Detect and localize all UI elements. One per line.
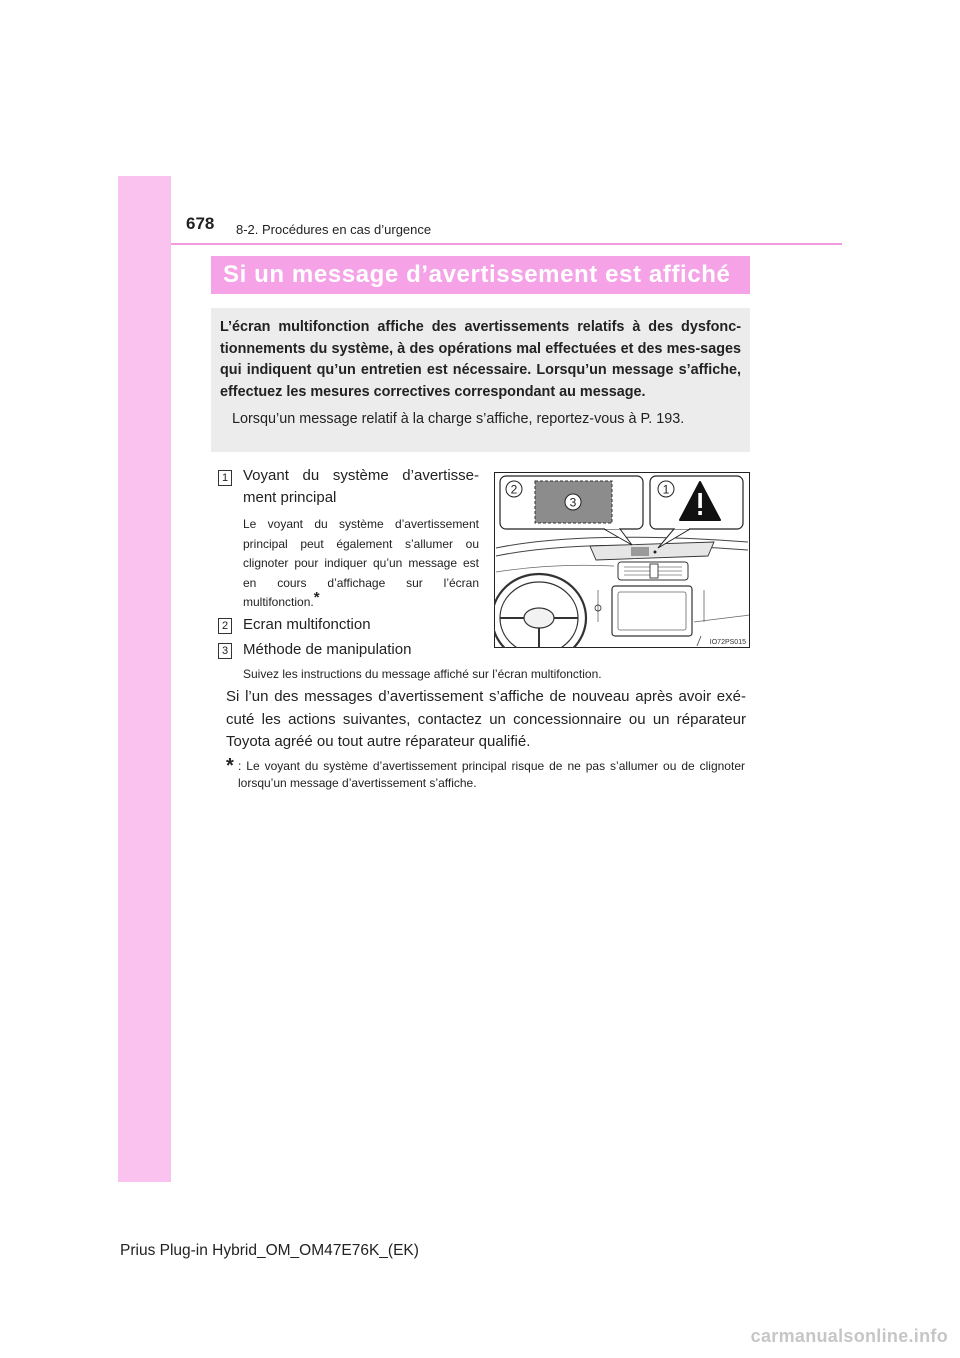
item-title-2: Ecran multifonction [243,616,371,633]
callout-1: 1 [662,482,670,497]
figure-code: IO72PS015 [709,639,746,646]
intro-box [211,308,750,452]
section-label: 8-2. Procédures en cas d’urgence [236,222,432,237]
callout-2: 2 [510,482,518,497]
item-title-3: Méthode de manipulation [243,641,412,658]
item-title-1-line1: Voyant du système d’avertisse- [243,467,479,484]
item-description-1-text: Le voyant du système d’avertissement principal peut également s’allumer ou clignoter pour indiquer qu’un message est en cours d’affichage sur l’écran multifonction. [243,517,479,609]
header-rule [171,243,842,245]
item-title-1 [243,465,479,509]
item-number-2: 2 [218,618,232,634]
intro-text: L’écran multifonction affiche des avertissements relatifs à des dysfonc-tionnements du système, à des opérations mal effectuées et des mes-sages qui indiquent qu’un entretien est nécessaire. Lorsqu’un message s’affiche, effectuez les mesures correctives correspondant au message. [220,319,741,400]
item-title-1-line2: ment principal [243,489,337,506]
watermark: carmanualsonline.info [750,1326,948,1346]
body-paragraph: Si l’un des messages d’avertissement s’affiche de nouveau après avoir exé-cuté les actions suivantes, contactez un concessionnaire ou un réparateur Toyota agréé ou tout autre réparateur qualifié. [226,688,746,750]
footnote-marker: * [313,589,320,606]
item-description-3: Suivez les instructions du message affiché sur l’écran multifonction. [243,667,602,681]
intro-note: Lorsqu’un message relatif à la charge s’affiche, reportez-vous à P. 193. [232,411,685,427]
item-number-1: 1 [218,470,232,486]
page-title: Si un message d’avertissement est affiché [211,256,750,294]
footer-label: Prius Plug-in Hybrid_OM_OM47E76K_(EK) [120,1242,419,1259]
footnote-text: : Le voyant du système d’avertissement principal risque de ne pas s’allumer ou de clignoter lorsqu’un message d’avertissement s’affiche. [238,759,745,790]
item-description-1 [243,515,479,613]
item-number-3: 3 [218,643,232,659]
callout-3: 3 [569,495,577,510]
side-strip [118,176,171,1182]
footnote-mark: * [226,755,234,777]
page-number: 678 [186,214,215,233]
dashboard-illustration [494,472,750,648]
